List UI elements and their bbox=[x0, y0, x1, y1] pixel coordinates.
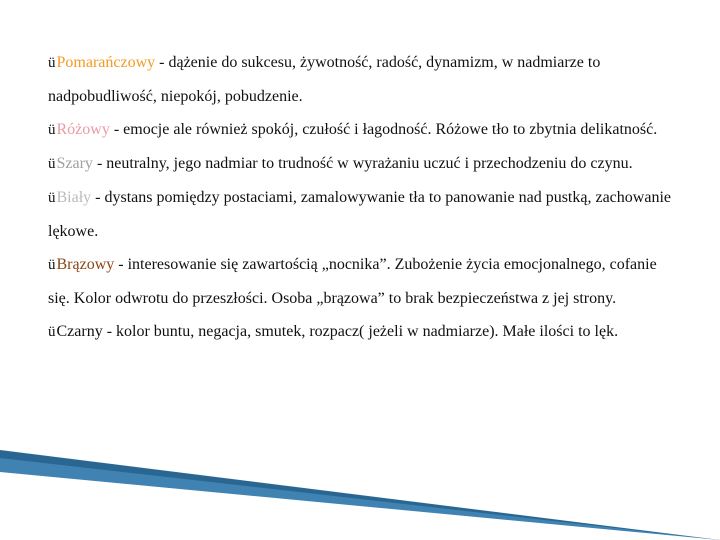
description-black: - kolor buntu, negacja, smutek, rozpacz( jeżeli w nadmiarze). Małe ilości to lęk. bbox=[102, 323, 619, 340]
checkmark-icon: ü bbox=[48, 190, 56, 206]
description-orange: - dążenie do sukcesu, żywotność, radość, dynamizm, w nadmiarze to nadpobudliwość, niepokój, pobudzenie. bbox=[48, 54, 601, 105]
checkmark-icon: ü bbox=[48, 55, 56, 71]
description-brown: - interesowanie się zawartością „nocnika”. Zubożenie życia emocjonalnego, cofanie się. Kolor odwrotu do przeszłości. Osoba „brązowa” to brak bezpieczeństwa z jej strony. bbox=[48, 256, 657, 307]
term-brown: Brązowy bbox=[56, 256, 115, 273]
bullet-item-gray bbox=[48, 147, 678, 181]
description-gray: - neutralny, jego nadmiar to trudność w wyrażaniu uczuć i przechodzeniu do czynu. bbox=[92, 155, 633, 172]
bullet-item-white bbox=[48, 181, 678, 248]
checkmark-icon: ü bbox=[48, 122, 56, 138]
bullet-item-orange bbox=[48, 46, 678, 113]
checkmark-icon: ü bbox=[48, 156, 56, 172]
checkmark-icon: ü bbox=[48, 324, 56, 340]
description-pink: - emocje ale również spokój, czułość i łagodność. Różowe tło to zbytnia delikatność. bbox=[109, 121, 658, 138]
term-white: Biały bbox=[56, 189, 92, 206]
term-gray: Szary bbox=[56, 155, 93, 172]
term-black: Czarny bbox=[56, 323, 103, 340]
bullet-item-black bbox=[48, 315, 678, 349]
term-orange: Pomarańczowy bbox=[56, 54, 156, 71]
bullet-item-pink bbox=[48, 113, 678, 147]
decorative-swoosh bbox=[0, 450, 720, 540]
checkmark-icon: ü bbox=[48, 257, 56, 273]
bullet-list bbox=[48, 46, 678, 349]
description-white: - dystans pomiędzy postaciami, zamalowywanie tła to panowanie nad pustką, zachowanie lękowe. bbox=[48, 189, 671, 240]
bullet-item-brown bbox=[48, 248, 678, 315]
term-pink: Różowy bbox=[56, 121, 110, 138]
